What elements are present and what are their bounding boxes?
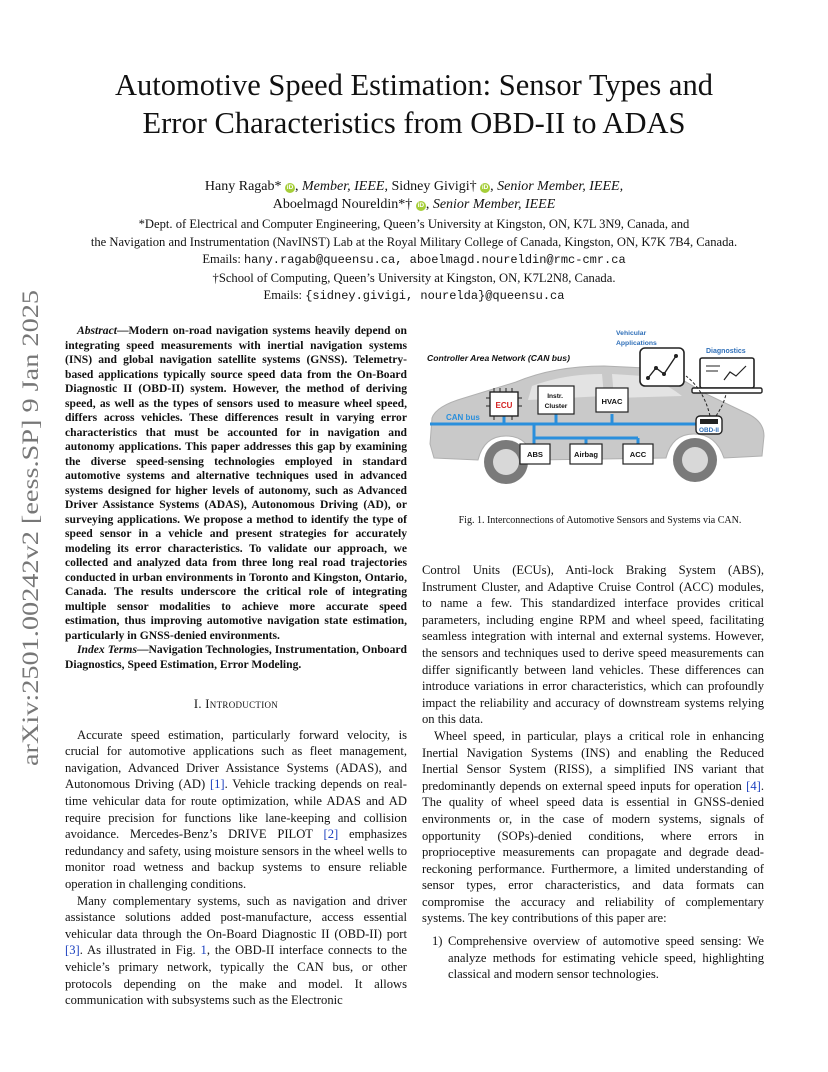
author-3-name: Aboelmagd Noureldin*† bbox=[272, 197, 413, 212]
abstract bbox=[65, 324, 407, 643]
orcid-icon[interactable]: iD bbox=[417, 202, 425, 209]
author-1-name: Hany Ragab* bbox=[204, 179, 282, 194]
orcid-icon[interactable]: iD bbox=[286, 184, 294, 191]
index-terms-text: —Navigation Technologies, Instrumentation, Onboard Diagnostics, Speed Estimation, Error Modeling. bbox=[65, 643, 407, 671]
diagnostics-label: Diagnostics bbox=[706, 348, 746, 355]
tablet-analytics-icon bbox=[640, 348, 684, 386]
abs-label: ABS bbox=[526, 450, 544, 459]
author-3-role: Senior Member, IEEE bbox=[432, 197, 556, 212]
emails-label-1: Emails: bbox=[202, 252, 241, 266]
affiliation-line-2: the Navigation and Instrumentation (NavINST) Lab at the Royal Military College of Canada, Kingston, ON, K7K 7B4, Canada. bbox=[90, 234, 738, 249]
intro-p2-text-a: Many complementary systems, such as navigation and driver assistance solutions added post-manufacture, access essential vehicular data through the On-Board Diagnostic II (OBD-II) port bbox=[65, 893, 407, 941]
figure-link-1[interactable]: 1 bbox=[200, 943, 207, 958]
title-line-2: Error Characteristics from OBD-II to ADAS bbox=[142, 106, 686, 140]
list-item-text: Comprehensive overview of automotive speed sensing: We analyze methods for estimating vehicle speed, highlighting classical and modern sensor technologies. bbox=[448, 934, 764, 982]
citation-link-3[interactable]: [3] bbox=[65, 943, 80, 958]
intro-p1-text-c: emphasizes redundancy and safety, using moisture sensors in the wheel wells to monitor road wetness and backup systems to ensure reliable operation in challenging conditions. bbox=[65, 827, 407, 891]
affiliations bbox=[40, 216, 788, 306]
affiliation-line-3: †School of Computing, Queen’s University at Kingston, ON, K7L2N8, Canada. bbox=[212, 270, 616, 285]
arxiv-stamp-text: arXiv:2501.00242v2 [eess.SP] 9 Jan 2025 bbox=[18, 378, 43, 766]
right-column bbox=[422, 562, 764, 983]
obd-port bbox=[696, 416, 722, 434]
intro-paragraph-2 bbox=[65, 893, 407, 1009]
list-item bbox=[422, 933, 764, 983]
author-2-role: Senior Member, IEEE, bbox=[497, 179, 624, 194]
author-2-name: Sidney Givigi† bbox=[391, 179, 477, 194]
paper-title bbox=[60, 66, 768, 142]
acc-label: ACC bbox=[629, 450, 647, 459]
figure-1 bbox=[424, 326, 768, 494]
figure-header-text: Controller Area Network (CAN bus) bbox=[427, 353, 570, 363]
emails-label-2: Emails: bbox=[263, 288, 303, 302]
hvac-label: HVAC bbox=[601, 397, 623, 406]
right-p2-text-b: . The quality of wheel speed data is essential in GNSS-denied environments or, in the case of modern systems, signals of opportunity (SOPs)-denied conditions, where errors in proprioceptive measurements can propagate and degrade dead-reckoning performance. Furthermore, a limited understanding of sensor types, error characteristics, and data formats can compromise the accuracy and reliability of complementary systems. The key contributions of this paper are: bbox=[422, 778, 764, 926]
citation-link-2[interactable]: [2] bbox=[323, 827, 339, 842]
intro-p1-text-a: Accurate speed estimation, particularly forward velocity, is crucial for automotive applications such as fleet management, navigation, Advanced Driver Assistance Systems (ADAS), and Autonomous Driving (AD) bbox=[65, 727, 407, 792]
abstract-label: Abstract bbox=[77, 324, 117, 337]
list-number: 1) bbox=[432, 934, 443, 949]
emails-2[interactable]: {sidney.givigi, nourelda}@queensu.ca bbox=[305, 289, 565, 303]
citation-link-1[interactable]: [1] bbox=[209, 777, 225, 792]
wheel-rear bbox=[673, 438, 717, 482]
arxiv-stamp bbox=[12, 290, 46, 768]
orcid-icon[interactable]: iD bbox=[481, 184, 489, 191]
abstract-text: —Modern on-road navigation systems heavily depend on integrating speed measurements with inertial navigation systems (INS) and global navigation satellite systems (GNSS). Telemetry-based applications typically source speed data from the On-Board Diagnostic II (OBD-II) system. However, the method of deriving speed, as well as the types of sensors used to measure wheel speed, differs across vehicles. These differences result in varying error characteristics that must be accounted for in navigation and autonomy applications. This paper addresses this gap by examining the diverse speed-sensing technologies employed in standard automotive systems and alternative techniques used in advanced systems designed for higher levels of autonomy, such as Advanced Driver Assistance Systems (ADAS), Autonomous Driving (AD), or surveying applications. We propose a method to identify the type of speed sensor in a vehicle and present strategies for accurately modeling its error characteristics. To validate our approach, we collected and analyzed data from three long real road trajectories conducted in urban environments in Toronto and Kingston, Ontario, Canada. The results underscore the critical role of integrating multiple sensor modalities to achieve more accurate speed estimation, thus improving automotive navigation state estimation, particularly in GNSS-denied environments. bbox=[65, 324, 407, 642]
airbag-label: Airbag bbox=[573, 450, 599, 459]
affiliation-line-1: *Dept. of Electrical and Computer Engineering, Queen’s University at Kingston, ON, K7L 3N9, Canada, and bbox=[138, 217, 690, 231]
left-column bbox=[65, 324, 407, 1009]
author-1-role: Member, IEEE bbox=[302, 179, 385, 194]
section-heading-introduction: I. Introduction bbox=[193, 697, 279, 711]
figure-caption: Fig. 1. Interconnections of Automotive Sensors and Systems via CAN. bbox=[458, 515, 742, 526]
intro-p2-text-b: . As illustrated in Fig. bbox=[79, 943, 201, 958]
ecu-label: ECU bbox=[495, 401, 513, 410]
intro-paragraph-1 bbox=[65, 727, 407, 893]
index-terms bbox=[65, 643, 407, 672]
laptop-diagnostics-icon bbox=[692, 358, 762, 393]
instrument-cluster-label: Instr. Cluster bbox=[544, 393, 568, 410]
obd-label: OBD-II bbox=[699, 427, 719, 434]
citation-link-4[interactable]: [4] bbox=[746, 778, 761, 793]
can-bus-label: CAN bus bbox=[446, 413, 480, 422]
vehicular-applications-label: Vehicular Applications bbox=[616, 330, 657, 347]
emails-1[interactable]: hany.ragab@queensu.ca, aboelmagd.noureldin@rmc-cmr.ca bbox=[243, 253, 626, 267]
right-p2-text-a: Wheel speed, in particular, plays a critical role in enhancing Inertial Navigation Systems (INS) and enabling the Reduced Inertial Sensor System (RISS), a simplified INS variant that predominantly depends on external speed inputs for operation bbox=[422, 728, 764, 793]
right-paragraph-2 bbox=[422, 728, 764, 927]
title-line-1: Automotive Speed Estimation: Sensor Types and bbox=[115, 68, 713, 102]
ecu-chip bbox=[486, 388, 522, 420]
intro-p1-text-b: . Vehicle tracking depends on real-time vehicular data for route optimization, while ADAS and AD require precision for functions like lane-keeping and collision avoidance. Mercedes-Benz’s DRIVE PILOT bbox=[65, 777, 407, 842]
right-paragraph-1: Control Units (ECUs), Anti-lock Braking System (ABS), Instrument Cluster, and Adaptive Cruise Control (ACC) modules, to name a few. This standardized interface provides critical parameters, including engine RPM and wheel speed, facilitating seamless integration with internal and external systems. However, the sensors and techniques used to derive speed measurements can differ significantly between land vehicles. These differences can introduce variations in error characteristics, which can profoundly impact the reliability and accuracy of downstream systems relying on this data. bbox=[422, 563, 764, 727]
index-terms-label: Index Terms bbox=[77, 643, 137, 656]
author-list: Hany Ragab* iD , Member, IEEE, Sidney Givigi† iD , Senior Member, IEEE, Aboelmagd Noureldin*† iD , Senior Member, IEEE bbox=[204, 179, 624, 212]
contribution-list bbox=[422, 933, 764, 983]
intro-p2-text-c: , the OBD-II interface connects to the vehicle’s primary network, typically the CAN bus, or other protocols depending on the make and model. It allows communication with subsystems such as the Electronic bbox=[65, 943, 407, 1008]
